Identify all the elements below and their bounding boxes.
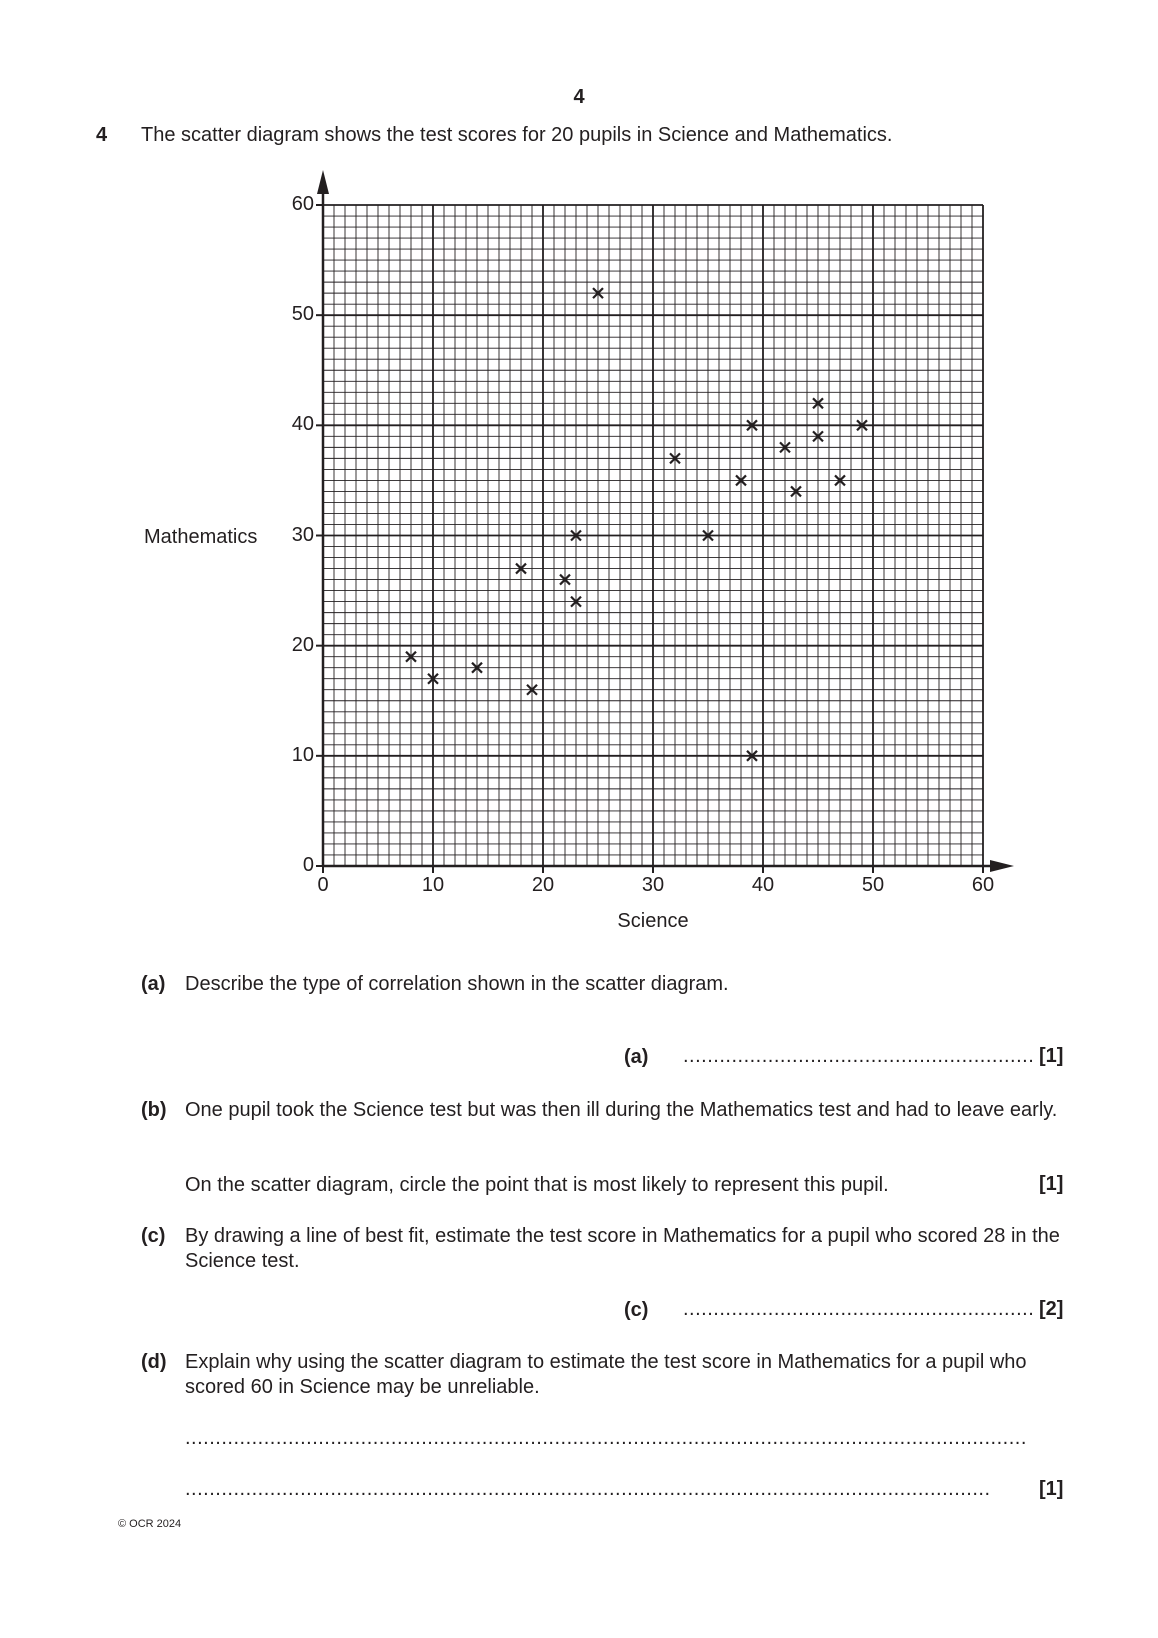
page-number: 4 (573, 86, 585, 108)
part-a-label: (a) (141, 973, 166, 995)
y-tick-label: 0 (302, 854, 314, 876)
y-axis-arrow-icon (317, 170, 329, 194)
part-c-answer-label: (c) (624, 1299, 649, 1321)
part-a-answer-label: (a) (624, 1046, 649, 1068)
y-tick-label: 60 (291, 193, 314, 215)
copyright: © OCR 2024 (118, 1518, 182, 1530)
part-c-marks: [2] (1039, 1298, 1064, 1320)
part-d-marks: [1] (1039, 1478, 1064, 1500)
part-c-answer-line[interactable]: .......................................................... (683, 1298, 1035, 1320)
part-c-text: By drawing a line of best fit, estimate the test score in Mathematics for a pupil who scored 28 in the Science test. (185, 1225, 1060, 1272)
x-tick-label: 50 (861, 874, 885, 896)
x-axis-arrow-icon (990, 860, 1014, 872)
x-tick-label: 40 (751, 874, 775, 896)
y-tick-label: 30 (291, 523, 314, 546)
part-a-marks: [1] (1039, 1045, 1064, 1067)
part-b-instruction: On the scatter diagram, circle the point that is most likely to represent this pupil. (185, 1174, 889, 1196)
question-text: The scatter diagram shows the test scores for 20 pupils in Science and Mathematics. (141, 124, 893, 146)
part-d-text: Explain why using the scatter diagram to estimate the test score in Mathematics for a pupil who scored 60 in Science may be unreliable. (185, 1351, 1027, 1398)
part-b-label: (b) (141, 1099, 167, 1121)
part-d-answer-line-1[interactable]: ........................................................................................................................................... (185, 1427, 1027, 1449)
y-tick-label: 20 (291, 633, 314, 656)
x-tick-label: 10 (421, 874, 445, 896)
question-number: 4 (96, 124, 108, 146)
x-tick-label: 0 (317, 874, 329, 896)
part-a-answer-line[interactable]: .......................................................... (683, 1045, 1035, 1067)
x-tick-label: 20 (531, 874, 555, 896)
y-tick-label: 10 (291, 743, 314, 766)
part-b-marks: [1] (1039, 1173, 1064, 1195)
x-tick-label: 60 (971, 874, 995, 896)
part-a-text: Describe the type of correlation shown in the scatter diagram. (185, 973, 729, 995)
part-d-label: (d) (141, 1351, 167, 1373)
part-d-answer-line-2[interactable]: ..................................................................................................................................... (185, 1478, 991, 1500)
y-axis-label: Mathematics (144, 526, 258, 548)
y-tick-label: 50 (291, 303, 314, 326)
x-axis-label: Science (617, 910, 689, 932)
x-tick-label: 30 (641, 874, 665, 896)
y-tick-label: 40 (291, 413, 314, 436)
part-c-label: (c) (141, 1225, 166, 1247)
part-b-text: One pupil took the Science test but was then ill during the Mathematics test and had to leave early. (185, 1099, 1058, 1121)
